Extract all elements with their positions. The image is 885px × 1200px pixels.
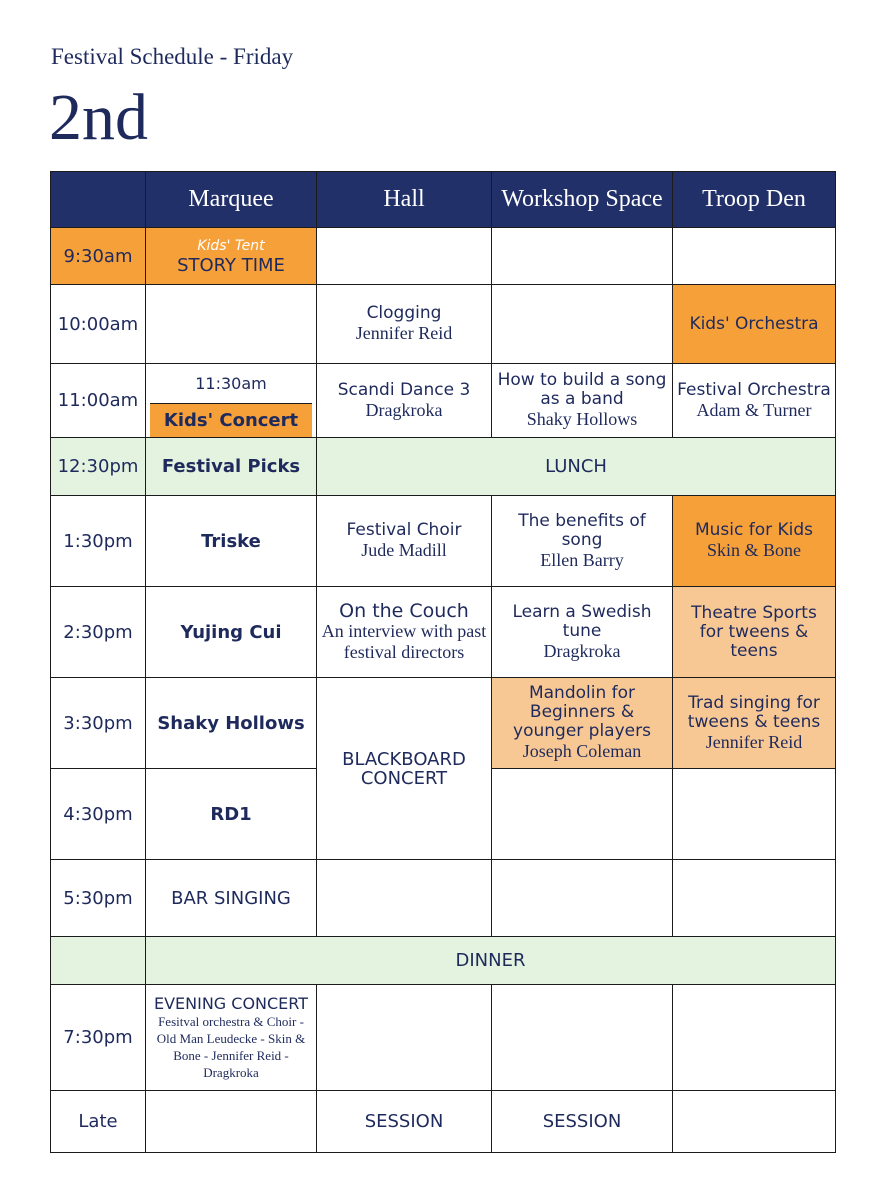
empty-cell — [492, 228, 673, 285]
empty-cell — [673, 985, 836, 1091]
event-person: An interview with past festival directors — [321, 620, 487, 662]
event-title: Kids' Orchestra — [689, 313, 819, 334]
row-1230 — [51, 438, 836, 496]
event-cell — [492, 364, 673, 438]
event-title: The benefits of song — [518, 510, 646, 550]
time-label: 4:30pm — [51, 769, 146, 860]
empty-cell — [673, 1091, 836, 1153]
event-cell — [317, 587, 492, 678]
event-title: Festival Choir — [346, 520, 462, 540]
empty-cell — [317, 228, 492, 285]
event-title: RD1 — [146, 769, 317, 860]
event-cell — [492, 678, 673, 769]
event-title: Trad singing for tweens & teens — [687, 692, 821, 732]
event-title: EVENING CONCERT — [153, 994, 309, 1013]
schedule-day: 2nd — [49, 81, 148, 154]
event-cell — [673, 364, 836, 438]
time-label — [51, 937, 146, 985]
event-cell — [317, 364, 492, 438]
venue-header-hall: Hall — [317, 172, 492, 228]
event-title: BAR SINGING — [146, 860, 317, 937]
event-title: Festival Picks — [146, 438, 317, 496]
event-title: Triske — [146, 496, 317, 587]
event-cell — [146, 985, 317, 1091]
event-cell — [673, 285, 836, 364]
event-details: Fesitval orchestra & Choir - Old Man Leudecke - Skin & Bone - Jennifer Reid - Dragkroka — [156, 1014, 306, 1080]
event-title: On the Couch — [339, 599, 469, 622]
event-person: Skin & Bone — [706, 540, 801, 560]
row-1730 — [51, 860, 836, 937]
event-cell — [673, 496, 836, 587]
row-1000 — [51, 285, 836, 364]
empty-cell — [317, 985, 492, 1091]
blackboard-concert: BLACKBOARD CONCERT — [317, 678, 492, 860]
row-1330 — [51, 496, 836, 587]
event-person: Shaky Hollows — [526, 409, 638, 429]
event-title: Theatre Sports for tweens & teens — [691, 602, 817, 661]
venue-header-marquee: Marquee — [146, 172, 317, 228]
event-cell — [492, 587, 673, 678]
header-row — [51, 172, 836, 228]
time-label: Late — [51, 1091, 146, 1153]
event-title: STORY TIME — [177, 255, 285, 276]
event-cell — [146, 364, 317, 438]
event-cell — [673, 587, 836, 678]
event-title: Shaky Hollows — [146, 678, 317, 769]
schedule-subtitle: Festival Schedule - Friday — [51, 44, 294, 69]
row-late — [51, 1091, 836, 1153]
empty-cell — [146, 285, 317, 364]
event-cell — [673, 678, 836, 769]
time-label: 1:30pm — [51, 496, 146, 587]
empty-cell — [492, 285, 673, 364]
corner-header — [51, 172, 146, 228]
empty-cell — [492, 860, 673, 937]
schedule-table — [50, 171, 836, 1153]
empty-cell — [146, 1091, 317, 1153]
row-dinner — [51, 937, 836, 985]
time-label: 10:00am — [51, 285, 146, 364]
time-label: 9:30am — [51, 228, 146, 285]
event-title: Kids' Concert — [150, 404, 312, 437]
row-1930 — [51, 985, 836, 1091]
time-label: 3:30pm — [51, 678, 146, 769]
event-title: Music for Kids — [694, 520, 814, 540]
event-note: Kids' Tent — [197, 238, 265, 254]
time-label: 7:30pm — [51, 985, 146, 1091]
event-person: Joseph Coleman — [522, 741, 642, 761]
event-person: Dragkroka — [365, 399, 443, 420]
event-cell — [317, 496, 492, 587]
venue-header-troop: Troop Den — [673, 172, 836, 228]
event-person: Adam & Turner — [696, 399, 812, 420]
empty-cell — [673, 769, 836, 860]
event-title: Scandi Dance 3 — [337, 379, 471, 400]
row-1430 — [51, 587, 836, 678]
row-1530 — [51, 678, 836, 769]
event-time: 11:30am — [150, 365, 312, 404]
time-label: 12:30pm — [51, 438, 146, 496]
event-title: Learn a Swedish tune — [512, 601, 652, 641]
row-1100 — [51, 364, 836, 438]
time-label: 2:30pm — [51, 587, 146, 678]
event-cell — [317, 285, 492, 364]
event-title: Clogging — [366, 303, 442, 323]
event-cell — [492, 496, 673, 587]
empty-cell — [492, 769, 673, 860]
time-label: 5:30pm — [51, 860, 146, 937]
event-cell — [146, 228, 317, 285]
event-title: Festival Orchestra — [677, 379, 831, 400]
row-0930 — [51, 228, 836, 285]
event-title: How to build a song as a band — [497, 370, 667, 409]
empty-cell — [492, 985, 673, 1091]
event-person: Jude Madill — [361, 540, 447, 560]
event-title: Mandolin for Beginners & younger players — [513, 683, 651, 741]
lunch-break: LUNCH — [317, 438, 836, 496]
venue-header-workshop: Workshop Space — [492, 172, 673, 228]
time-label: 11:00am — [51, 364, 146, 438]
event-person: Ellen Barry — [540, 549, 624, 570]
event-person: Jennifer Reid — [705, 731, 803, 752]
empty-cell — [673, 228, 836, 285]
event-title: SESSION — [317, 1091, 492, 1153]
event-person: Dragkroka — [543, 640, 621, 661]
dinner-break: DINNER — [146, 937, 836, 985]
empty-cell — [673, 860, 836, 937]
event-title: SESSION — [492, 1091, 673, 1153]
empty-cell — [317, 860, 492, 937]
event-title: Yujing Cui — [146, 587, 317, 678]
event-person: Jennifer Reid — [355, 323, 453, 343]
